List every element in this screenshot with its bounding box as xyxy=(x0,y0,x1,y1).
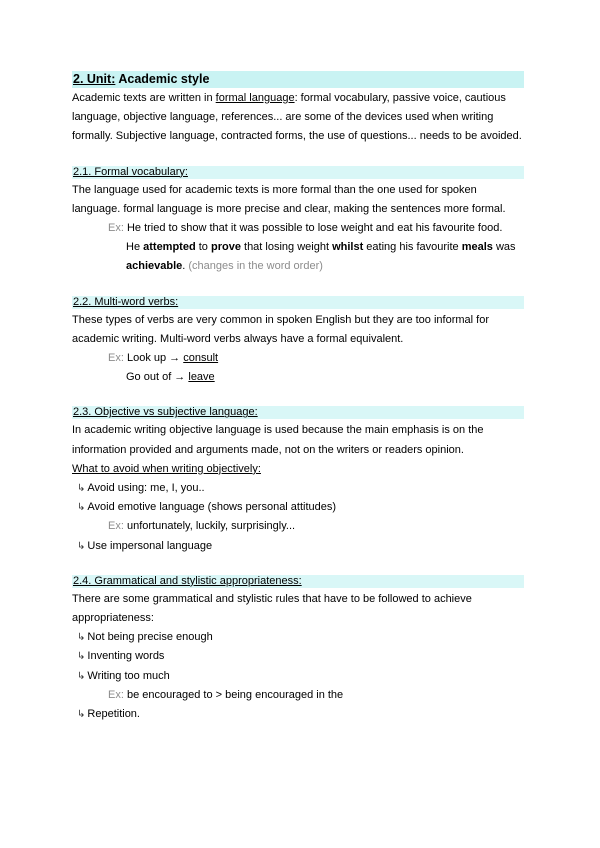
section-body: These types of verbs are very common in spoken English but they are too informal for academic writing. Multi-word verbs always have a formal equivalent. xyxy=(72,313,489,345)
arrow-icon: ↳ xyxy=(77,632,86,644)
page-title xyxy=(72,71,524,88)
formal-language-term: formal language xyxy=(215,92,295,104)
arrow-icon: ↳ xyxy=(77,483,86,495)
unit-number: 2. Unit: xyxy=(73,72,116,86)
arrow-icon: ↳ xyxy=(77,670,86,682)
example-line: Ex: be encouraged to > being encouraged in the xyxy=(108,688,344,701)
example-line: Ex: unfortunately, luckily, surprisingly... xyxy=(108,520,296,533)
list-item: ↳ Not being precise enough xyxy=(77,631,213,644)
document-page xyxy=(72,71,524,724)
example-label: Ex: xyxy=(108,222,124,235)
example-line: Ex: Look up → consult xyxy=(108,352,219,365)
intro-paragraph: Academic texts are written in formal language: formal vocabulary, passive voice, cautious language, objective language, references... are some of the devices used when writing formally. Subjective language, contracted forms, the use of questions... needs to be avoided. xyxy=(72,92,522,143)
list-item: ↳ Avoid using: me, I, you.. xyxy=(77,482,205,495)
example-label: Ex: xyxy=(108,520,124,533)
list-item: ↳ Inventing words xyxy=(77,650,165,663)
unit-title: Academic style xyxy=(115,72,210,86)
list-item: ↳ Use impersonal language xyxy=(77,539,213,552)
list-item: ↳ Avoid emotive language (shows personal attitudes) xyxy=(77,501,337,514)
arrow-icon: ↳ xyxy=(77,709,86,721)
arrow-icon: ↳ xyxy=(77,502,86,514)
list-item: ↳ Writing too much xyxy=(77,669,170,682)
example-rewrite: He attempted to prove that losing weight whilst eating his favourite meals was achievable. (changes in the word order) xyxy=(126,241,516,273)
example-note: (changes in the word order) xyxy=(185,260,323,273)
section-body: There are some grammatical and stylistic rules that have to be followed to achieve appropriateness: xyxy=(72,592,472,625)
section-heading-formal-vocabulary: 2.1. Formal vocabulary: xyxy=(72,166,524,179)
example-line: Ex: He tried to show that it was possible to lose weight and eat his favourite food. xyxy=(108,222,503,235)
arrow-icon: ↳ xyxy=(77,651,86,663)
section-heading-multi-word-verbs: 2.2. Multi-word verbs: xyxy=(72,296,524,309)
section-heading-objective-language: 2.3. Objective vs subjective language: xyxy=(72,406,524,419)
section-body: In academic writing objective language is used because the main emphasis is on the information provided and arguments made, not on the writers or readers opinion. xyxy=(72,424,484,456)
example-line: Go out of → leave xyxy=(126,371,215,384)
list-item: ↳ Repetition. xyxy=(77,708,140,721)
example-label: Ex: xyxy=(108,688,124,701)
section-body: The language used for academic texts is more formal than the one used for spoken language. formal language is more precise and clear, making the sentences more formal. xyxy=(72,183,506,215)
arrow-icon: ↳ xyxy=(77,540,86,552)
example-label: Ex: xyxy=(108,352,124,365)
subheading-what-to-avoid: What to avoid when writing objectively: xyxy=(72,462,261,475)
section-heading-grammatical-appropriateness: 2.4. Grammatical and stylistic appropriateness: xyxy=(72,575,524,588)
